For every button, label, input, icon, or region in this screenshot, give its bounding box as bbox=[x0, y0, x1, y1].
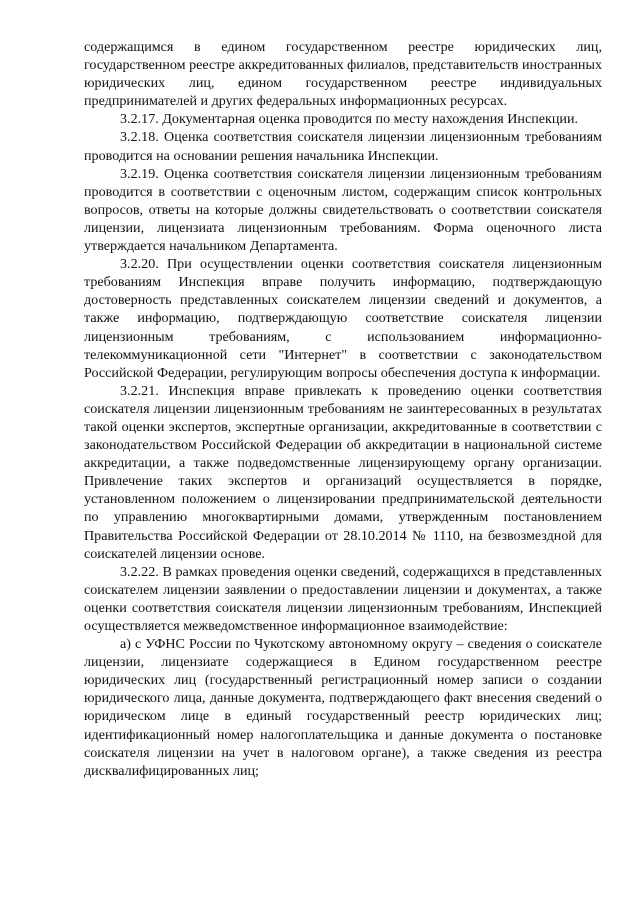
paragraph-text: содержащимся в едином государственном реестре юридических лиц, государственном реестре аккредитованных филиалов, представительств иностранных юридических лиц, едином государственном реестре индивидуальных предпринимателей и других федеральных информационных ресурсах. bbox=[84, 39, 602, 110]
paragraph-text: Инспекция вправе привлекать к проведению оценки соответствия соискателя лицензии лицензионным требованиям не заинтересованных в результатах такой оценки экспертов, экспертные организации, аккредитованные в соответствии с законодательством Российской Федерации об аккредитации в национальной системе аккредитации, а также подведомственные лицензирующему органу организации. Привлечение таких экспертов и организаций осуществляется в порядке, установленном положением о лицензировании предпринимательской деятельности по управлению многоквартирными домами, утвержденным постановлением Правительства Российской Федерации от 28.10.2014 № 1110, на безвозмездной для соискателей лицензии основе. bbox=[84, 382, 602, 562]
paragraph-number: 3.2.22. bbox=[120, 563, 159, 580]
paragraph-text: Оценка соответствия соискателя лицензии лицензионным требованиям проводится на основании решения начальника Инспекции. bbox=[84, 129, 602, 164]
paragraph-number: 3.2.20. bbox=[120, 256, 159, 273]
paragraph-3-2-22 bbox=[84, 563, 602, 635]
list-item-text: с УФНС России по Чукотскому автономному округу – сведения о соискателе лицензии, лицензиате содержащиеся в Едином государственном реестре юридических лиц (государственный регистрационный номер записи о создании юридического лица, данные документа, подтверждающего факт внесения сведений о юридическом лице в единый государственный реестр юридических лиц; идентификационный номер налогоплательщика и данные документа о постановке соискателя лицензии на учет в налоговом органе), а также сведения из реестра дисквалифицированных лиц; bbox=[84, 636, 602, 779]
list-item-marker: а) bbox=[120, 636, 131, 653]
list-item-a bbox=[84, 635, 602, 780]
paragraph-number: 3.2.19. bbox=[120, 165, 159, 182]
paragraph-3-2-21 bbox=[84, 382, 602, 563]
paragraph-number: 3.2.18. bbox=[120, 129, 159, 146]
paragraph-text: Документарная оценка проводится по месту нахождения Инспекции. bbox=[162, 111, 579, 128]
paragraph-3-2-17 bbox=[84, 110, 602, 128]
paragraph-number: 3.2.21. bbox=[120, 382, 159, 399]
paragraph-3-2-18 bbox=[84, 128, 602, 164]
paragraph-text: При осуществлении оценки соответствия соискателя лицензионным требованиям Инспекция вправе получить информацию, подтверждающую достоверность представленных соискателем лицензии сведений и документов, а также информацию, подтверждающую соответствие соискателя лицензии лицензионным требованиям, с использованием информационно-телекоммуникационной сети "Интернет" в соответствии с законодательством Российской Федерации, регулирующим вопросы обеспечения доступа к информации. bbox=[84, 256, 603, 381]
paragraph-text: В рамках проведения оценки сведений, содержащихся в представленных соискателем лицензии заявлении о предоставлении лицензии и документах, а также оценки соответствия соискателя лицензии лицензионным требованиям, Инспекцией осуществляется межведомственное информационное взаимодействие: bbox=[84, 563, 602, 634]
paragraph-3-2-19 bbox=[84, 165, 602, 255]
paragraph-number: 3.2.17. bbox=[120, 111, 159, 128]
document-page bbox=[84, 38, 602, 780]
paragraph-3-2-20 bbox=[84, 255, 602, 382]
paragraph-text: Оценка соответствия соискателя лицензии лицензионным требованиям проводится в соответствии с оценочным листом, содержащим список контрольных вопросов, ответы на которые должны свидетельствовать о соответствии соискателя лицензии, лицензиата лицензионным требованиям. Форма оценочного листа утверждается начальником Департамента. bbox=[84, 165, 602, 255]
paragraph-continuation bbox=[84, 38, 602, 110]
